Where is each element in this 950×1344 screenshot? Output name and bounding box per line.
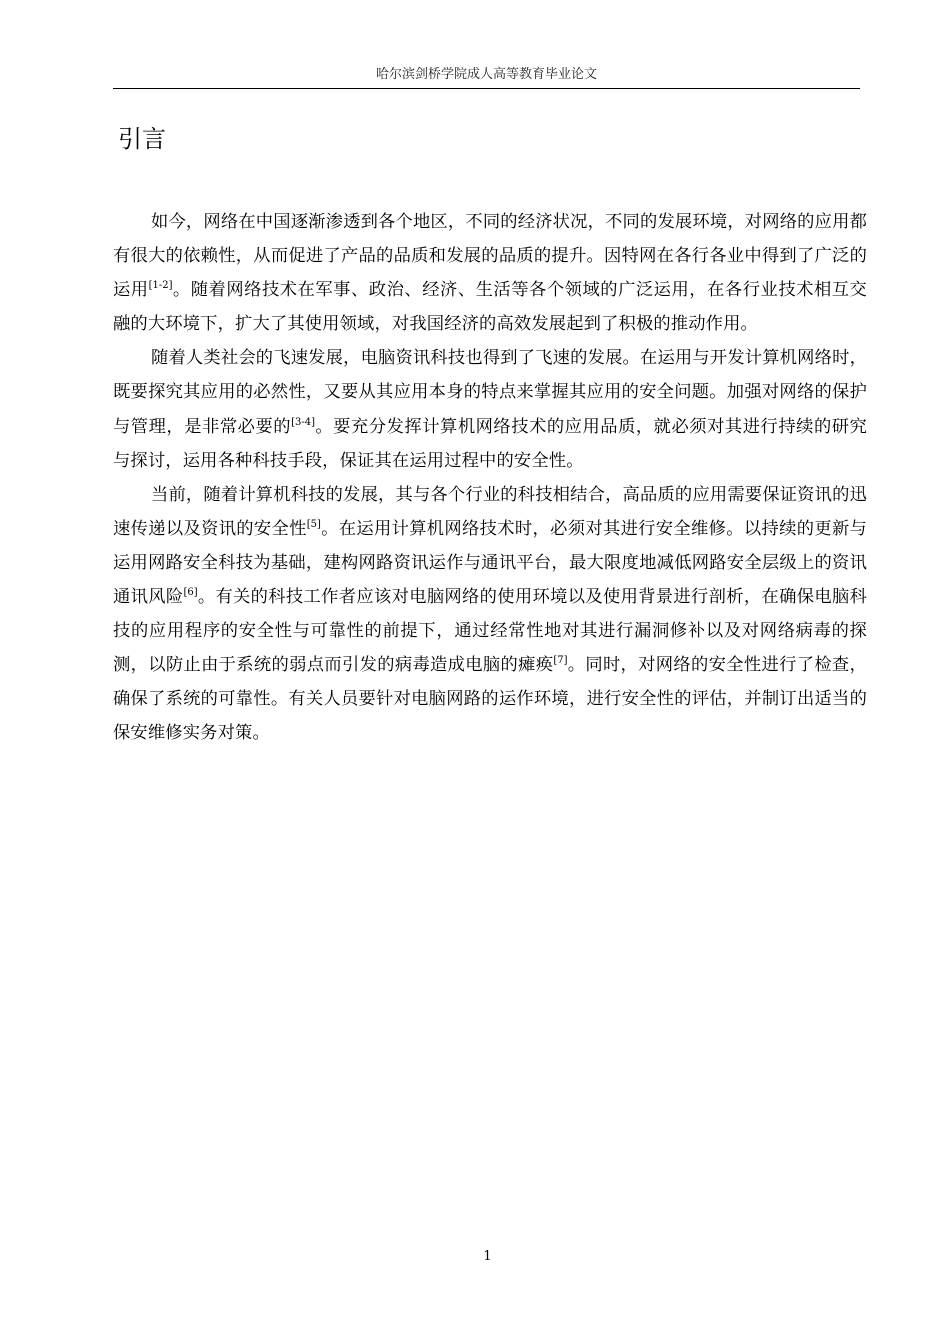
citation: [3-4] — [291, 416, 315, 428]
section-title: 引言 — [118, 125, 166, 153]
paragraph-text: 当前，随着计算机科技的发展，其与各个行业的科技相结合，高品质的应用需要保证资讯的迅速传递以及资讯的安全性 — [113, 484, 867, 539]
body-text — [113, 205, 867, 751]
citation: [5] — [306, 518, 321, 530]
running-header: 哈尔滨剑桥学院成人高等教育毕业论文 — [375, 67, 597, 82]
header-divider — [113, 88, 860, 89]
paragraph-text: 。要充分发挥计算机网络技术的应用品质，就必须对其进行持续的研究与探讨，运用各种科技手段，保证其在运用过程中的安全性。 — [113, 416, 867, 471]
citation: [1-2] — [148, 280, 173, 292]
paragraph-3 — [113, 478, 867, 751]
paragraph-text: 。同时，对网络的安全性进行了检查，确保了系统的可靠性。有关人员要针对电脑网路的运作环境，进行安全性的评估，并制订出适当的保安维修实务对策。 — [113, 655, 867, 744]
citation: [7] — [553, 655, 568, 667]
paragraph-1 — [113, 205, 867, 341]
paragraph-text: 。在运用计算机网络技术时，必须对其进行安全维修。以持续的更新与运用网路安全科技为基础，建构网路资讯运作与通讯平台，最大限度地减低网路安全层级上的资讯通讯风险 — [113, 518, 867, 608]
paragraph-2 — [113, 341, 867, 477]
citation: [6] — [183, 587, 198, 599]
paragraph-text: 如今，网络在中国逐渐渗透到各个地区，不同的经济状况，不同的发展环境，对网络的应用都有很大的依赖性，从而促进了产品的品质和发展的品质的提升。因特网在各行各业中得到了广泛的运用 — [113, 212, 867, 301]
page-number: 1 — [483, 1249, 492, 1264]
paragraph-text: 。有关的科技工作者应该对电脑网络的使用环境以及使用背景进行剖析，在确保电脑科技的应用程序的安全性与可靠性的前提下，通过经常性地对其进行漏洞修补以及对网络病毒的探测，以防止由于系统的弱点而引发的病毒造成电脑的瘫痪 — [113, 587, 867, 676]
paragraph-text: 。随着网络技术在军事、政治、经济、生活等各个领域的广泛运用，在各行业技术相互交融的大环境下，扩大了其使用领域，对我国经济的高效发展起到了积极的推动作用。 — [113, 280, 867, 335]
paragraph-text: 随着人类社会的飞速发展，电脑资讯科技也得到了飞速的发展。在运用与开发计算机网络时，既要探究其应用的必然性，又要从其应用本身的特点来掌握其应用的安全问题。加强对网络的保护与管理，是非常必要的 — [113, 348, 867, 437]
